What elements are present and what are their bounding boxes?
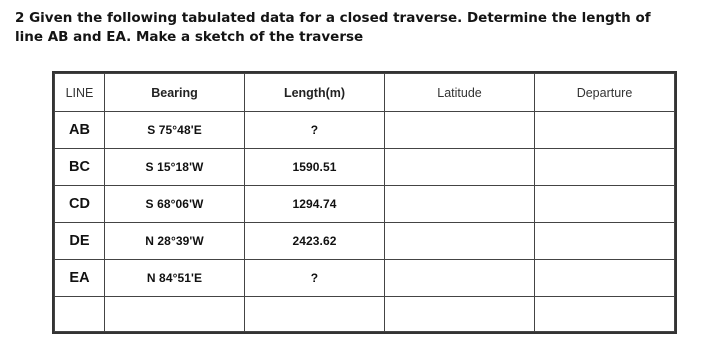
traverse-table [52,71,677,334]
cell-latitude [385,297,535,332]
cell-line: CD [55,186,105,223]
cell-line: AB [55,112,105,149]
cell-latitude [385,186,535,223]
table-row [55,149,675,186]
cell-bearing: N 28°39'W [105,223,245,260]
cell-bearing: S 68°06'W [105,186,245,223]
table-row-empty [55,297,675,332]
cell-line: DE [55,223,105,260]
cell-departure [535,223,675,260]
cell-departure [535,149,675,186]
cell-latitude [385,223,535,260]
cell-length: 2423.62 [245,223,385,260]
cell-bearing: N 84°51'E [105,260,245,297]
cell-line [55,297,105,332]
cell-departure [535,112,675,149]
cell-bearing: S 75°48'E [105,112,245,149]
cell-line: BC [55,149,105,186]
cell-departure [535,260,675,297]
table-row [55,223,675,260]
header-departure: Departure [535,74,675,112]
table-row [55,112,675,149]
cell-length: 1294.74 [245,186,385,223]
table-row [55,186,675,223]
cell-length: 1590.51 [245,149,385,186]
cell-bearing [105,297,245,332]
table-row [55,260,675,297]
header-length: Length(m) [245,74,385,112]
cell-line: EA [55,260,105,297]
cell-departure [535,297,675,332]
question-text [15,9,705,47]
table-header-row [55,74,675,112]
cell-length: ? [245,260,385,297]
question-line-1: 2 Given the following tabulated data for a closed traverse. Determine the length of [15,10,651,26]
cell-latitude [385,112,535,149]
cell-latitude [385,260,535,297]
cell-departure [535,186,675,223]
question-line-2: line AB and EA. Make a sketch of the traverse [15,29,364,45]
cell-bearing: S 15°18'W [105,149,245,186]
cell-length [245,297,385,332]
cell-length: ? [245,112,385,149]
cell-latitude [385,149,535,186]
header-bearing: Bearing [105,74,245,112]
header-line: LINE [55,74,105,112]
header-latitude: Latitude [385,74,535,112]
